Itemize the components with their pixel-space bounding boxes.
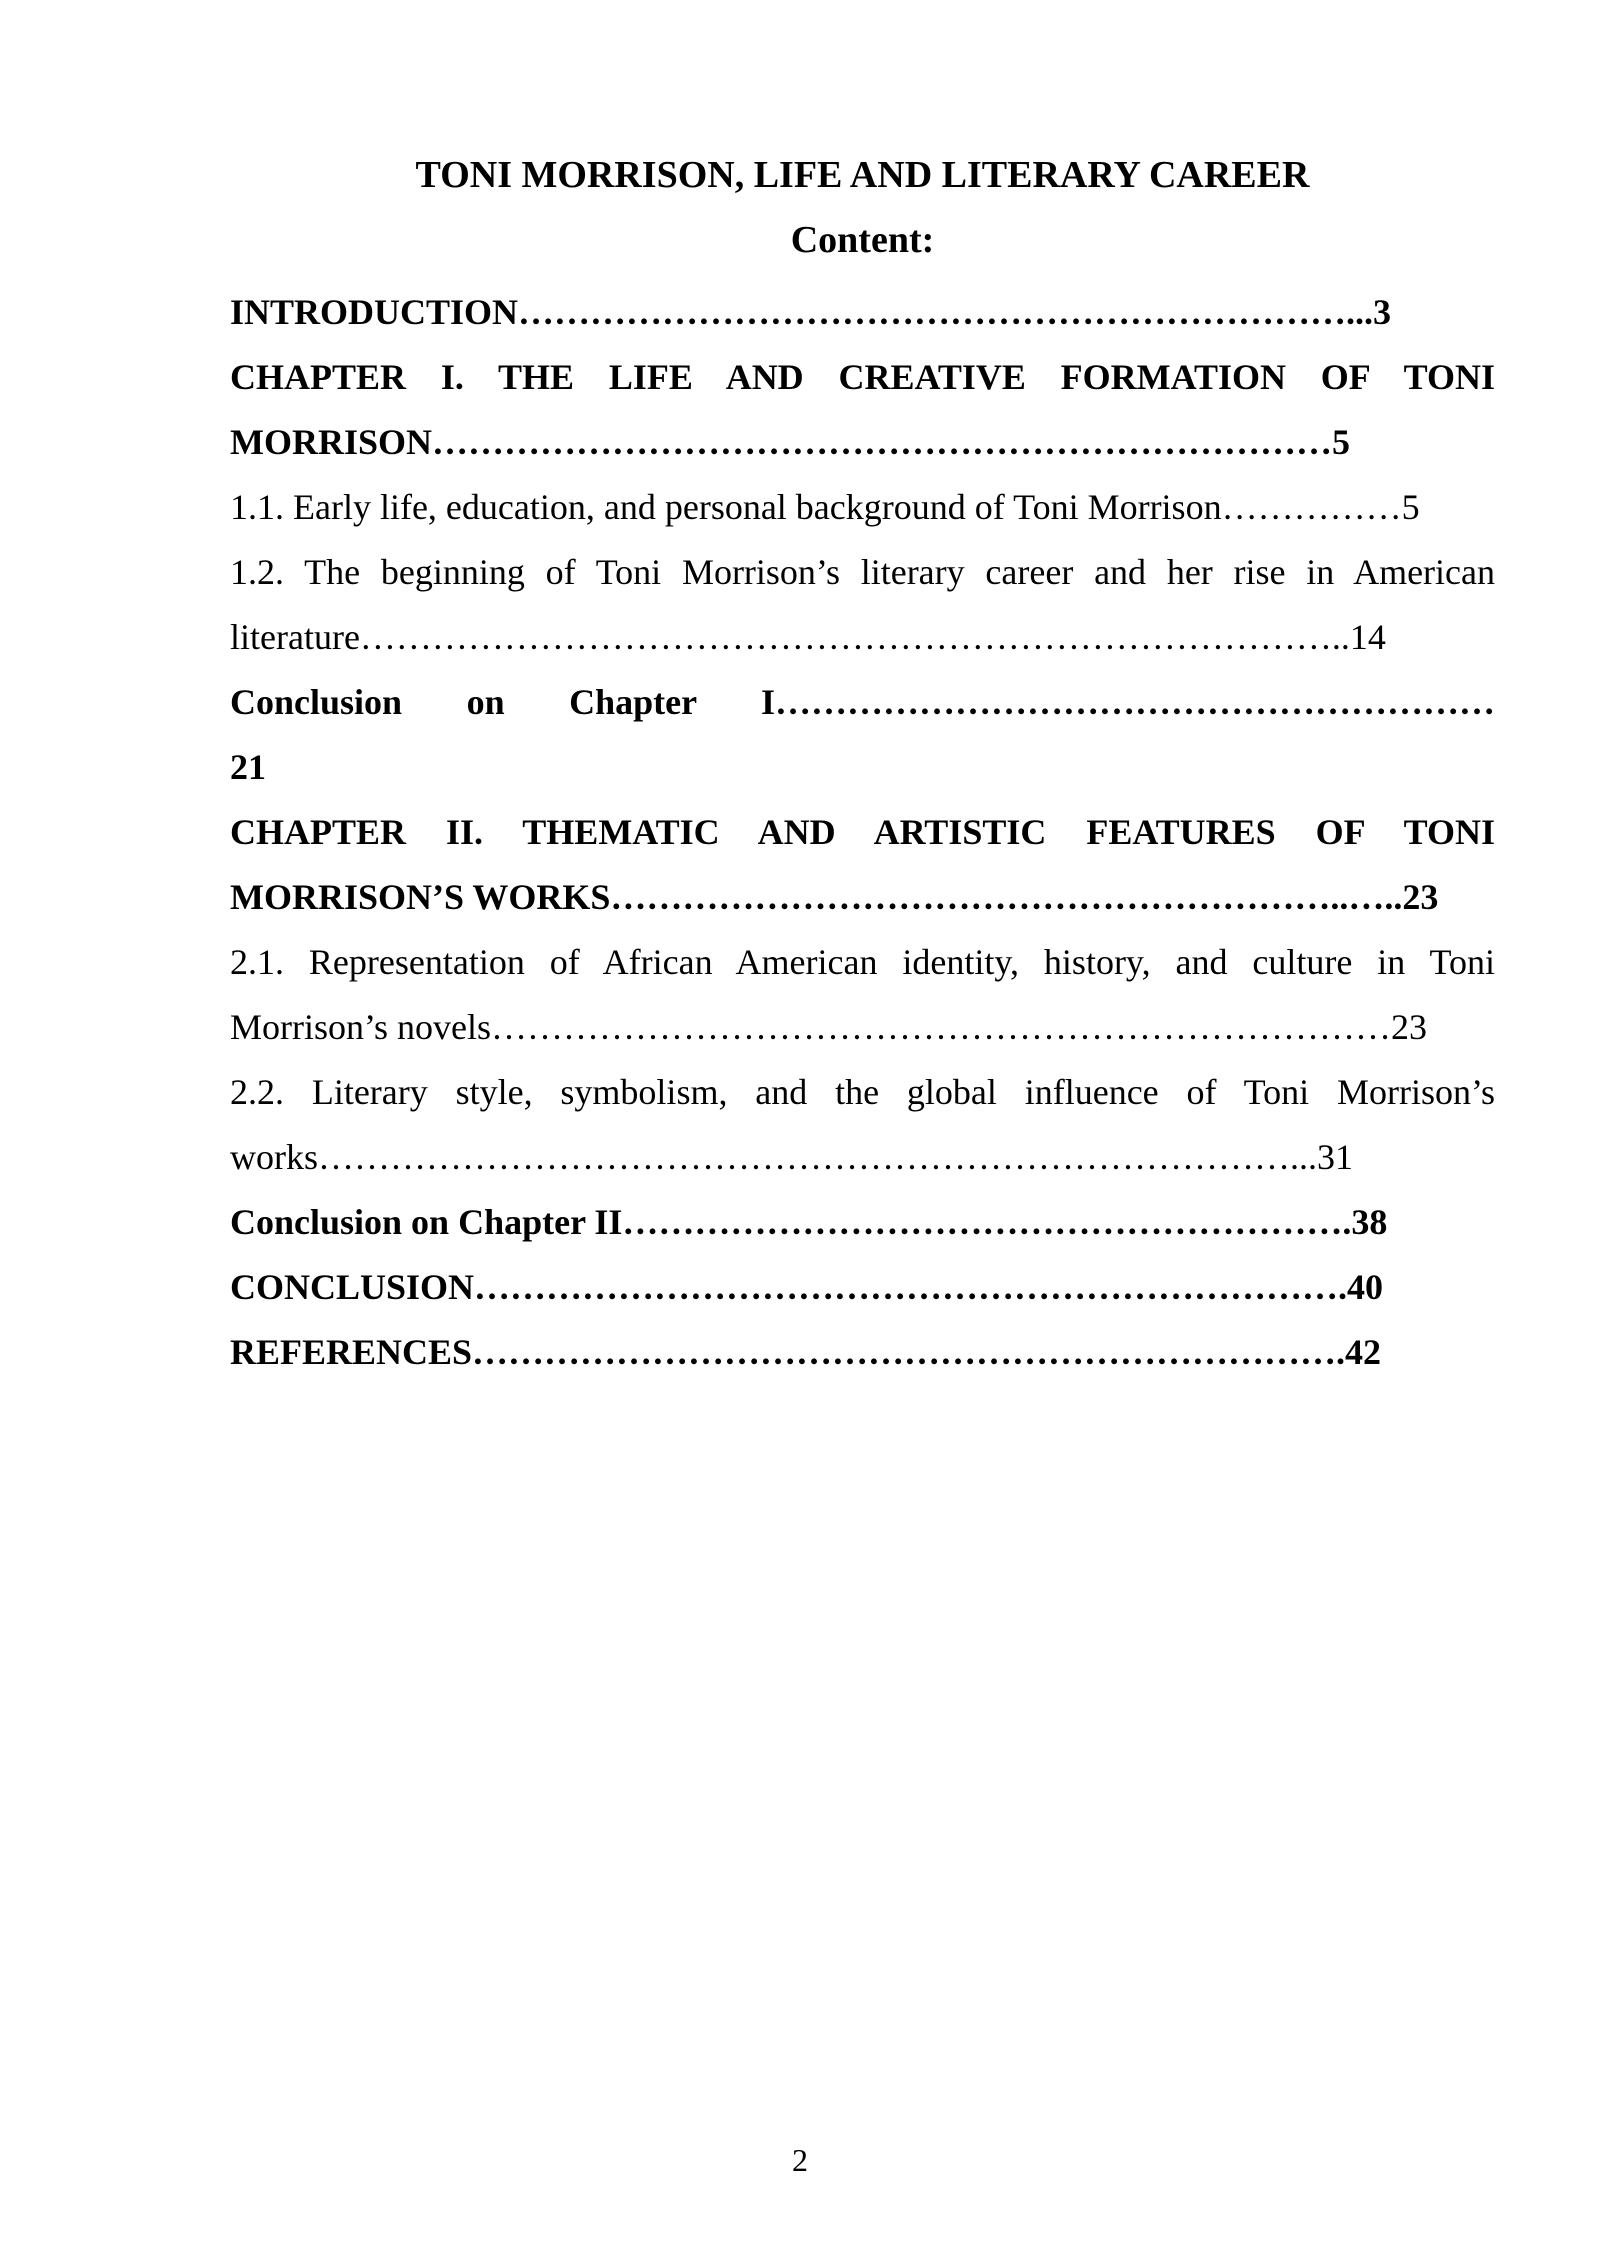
contents-heading: Content: — [790, 219, 935, 261]
toc-entry-chapter-1-continued[interactable]: MORRISON…………………………………………………………………5 — [230, 422, 1351, 462]
toc-entry-introduction[interactable]: INTRODUCTION……………………………………………………………...3 — [230, 292, 1392, 332]
page-number: 2 — [792, 2142, 808, 2178]
table-of-contents — [230, 280, 1495, 1385]
toc-entry-conclusion-chapter-2[interactable]: Conclusion on Chapter II…………………………………………………….38 — [230, 1202, 1388, 1242]
toc-entry-section-2-2[interactable]: 2.2. Literary style, symbolism, and the global influence of Toni Morrison’s — [230, 1072, 1495, 1112]
toc-entry-conclusion-chapter-1[interactable]: Conclusion on Chapter I…………………………………………………… — [230, 682, 1495, 722]
toc-entry-section-1-2[interactable]: 1.2. The beginning of Toni Morrison’s literary career and her rise in American — [230, 552, 1495, 592]
toc-entry-chapter-2[interactable]: CHAPTER II. THEMATIC AND ARTISTIC FEATURES OF TONI — [230, 812, 1495, 852]
toc-entry-section-2-1[interactable]: 2.1. Representation of African American identity, history, and culture in Toni — [230, 942, 1495, 982]
toc-entry-section-2-2-continued[interactable]: works………………………………………………………………………...31 — [230, 1137, 1353, 1177]
document-title: TONI MORRISON, LIFE AND LITERARY CAREER — [415, 154, 1310, 196]
toc-entry-section-2-1-continued[interactable]: Morrison’s novels…………………………………………………………………23 — [230, 1007, 1427, 1047]
toc-entry-section-1-2-continued[interactable]: literature………………………………………………………………………..14 — [230, 617, 1386, 657]
toc-entry-conclusion[interactable]: CONCLUSION……………………………………………………………….40 — [230, 1267, 1384, 1307]
toc-entry-chapter-2-continued[interactable]: MORRISON’S WORKS……………………………………………………..…..23 — [230, 877, 1439, 917]
toc-entry-references[interactable]: REFERENCES……………………………………………………………….42 — [230, 1332, 1382, 1372]
toc-entry-chapter-1[interactable]: CHAPTER I. THE LIFE AND CREATIVE FORMATION OF TONI — [230, 357, 1495, 397]
toc-entry-conclusion-chapter-1-page[interactable]: 21 — [230, 747, 266, 787]
toc-entry-section-1-1[interactable]: 1.1. Early life, education, and personal background of Toni Morrison……………5 — [230, 487, 1420, 527]
